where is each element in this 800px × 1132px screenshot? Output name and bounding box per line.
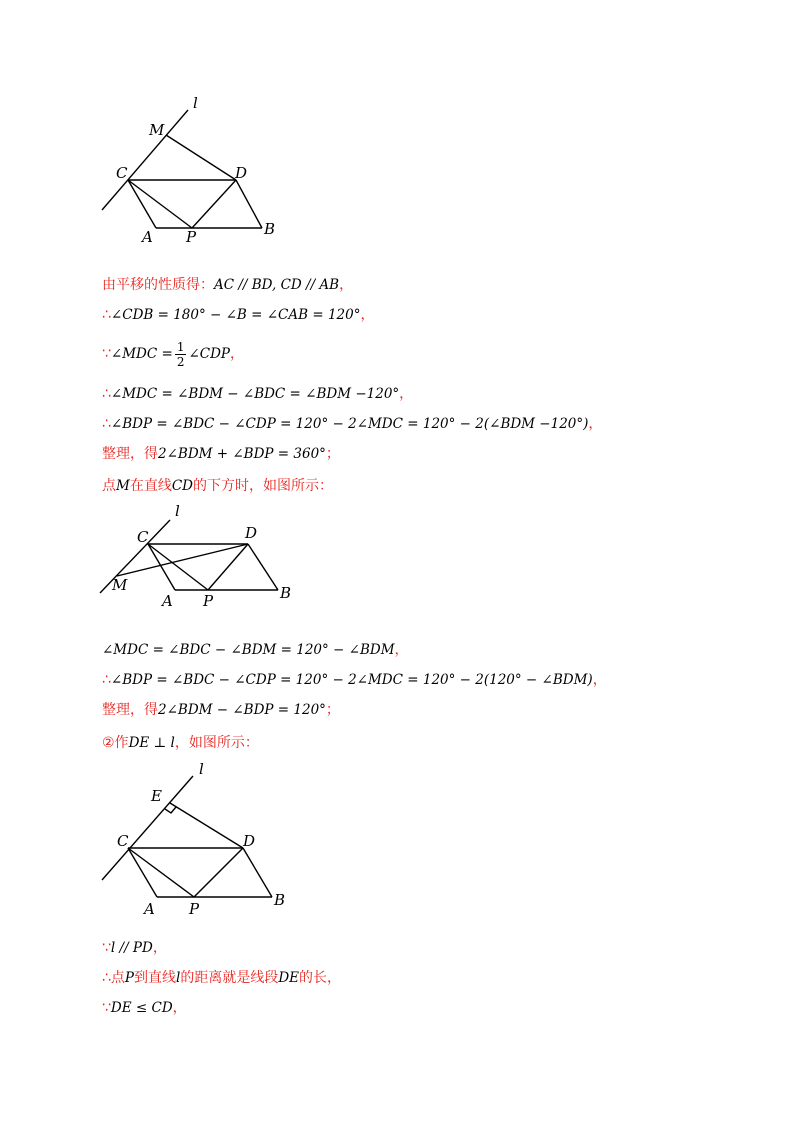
- label-M: M: [149, 121, 165, 139]
- line-14: ∵DE ≤ CD，: [102, 1000, 187, 1016]
- label-A: A: [142, 228, 153, 246]
- figure-3: [90, 755, 300, 925]
- line-3: ∵∠MDC = $\frac{1}{2}$ ∠CDP，: [102, 339, 245, 369]
- segment-DB: [243, 848, 272, 897]
- label-A: A: [162, 592, 173, 610]
- line-l: [102, 110, 188, 210]
- line-2: ∴∠CDB = 180° − ∠B = ∠CAB = 120°，: [102, 307, 375, 323]
- label-P: P: [186, 228, 197, 246]
- segment-DP: [208, 544, 248, 590]
- segment-DB: [248, 544, 278, 590]
- label-P: P: [203, 592, 214, 610]
- label-C: C: [116, 164, 128, 182]
- segment-CP: [128, 180, 192, 228]
- figure-1-svg: [90, 90, 290, 250]
- label-B: B: [280, 584, 292, 602]
- line-13: ∴点P到直线l的距离就是线段DE的长，: [102, 970, 342, 986]
- line-4: ∴∠MDC = ∠BDM − ∠BDC = ∠BDM −120°，: [102, 386, 414, 402]
- segment-CA: [128, 848, 157, 897]
- line-12: ∵l // PD，: [102, 940, 167, 956]
- label-C: C: [137, 528, 149, 546]
- label-l: l: [193, 94, 198, 112]
- line-9: ∴∠BDP = ∠BDC − ∠CDP = 120° − 2∠MDC = 120° − 2(120° − ∠BDM)，: [102, 672, 607, 688]
- label-l: l: [199, 760, 204, 778]
- label-M: M: [112, 576, 128, 594]
- label-D: D: [245, 524, 258, 542]
- segment-DP: [194, 848, 243, 897]
- label-l: l: [175, 502, 180, 520]
- figure-1: [90, 90, 290, 250]
- label-C: C: [117, 832, 129, 850]
- figure-2: [90, 500, 300, 610]
- label-E: E: [151, 787, 162, 805]
- line-8: ∠MDC = ∠BDC − ∠BDM = 120° − ∠BDM，: [102, 642, 409, 658]
- right-angle-mark: [165, 807, 176, 813]
- segment-DB: [236, 180, 262, 228]
- figure-3-svg: [90, 755, 300, 925]
- line-10: 整理，得2∠BDM − ∠BDP = 120°；: [102, 702, 340, 718]
- segment-ED: [170, 803, 243, 848]
- line-11: ②作DE ⊥ l，如图所示：: [102, 735, 259, 751]
- segment-CP: [128, 848, 194, 897]
- fraction-one-half: $\frac{1}{2}$: [176, 339, 185, 369]
- segment-MD: [166, 135, 236, 180]
- segment-DP: [192, 180, 236, 228]
- label-D: D: [243, 832, 256, 850]
- line-l: [102, 776, 193, 880]
- line-1: 由平移的性质得：AC // BD, CD // AB，: [102, 277, 354, 293]
- label-B: B: [264, 220, 276, 238]
- line-l: [100, 520, 170, 593]
- line-7: 点M在直线CD的下方时，如图所示：: [102, 478, 333, 494]
- line-5: ∴∠BDP = ∠BDC − ∠CDP = 120° − 2∠MDC = 120° − 2(∠BDM −120°)，: [102, 416, 603, 432]
- label-D: D: [235, 164, 248, 182]
- label-A: A: [144, 900, 155, 918]
- segment-CA: [128, 180, 156, 228]
- figure-2-svg: [90, 500, 300, 610]
- segment-CP: [148, 544, 208, 590]
- line-6: 整理，得2∠BDM + ∠BDP = 360°；: [102, 446, 340, 462]
- label-B: B: [274, 891, 286, 909]
- label-P: P: [189, 900, 200, 918]
